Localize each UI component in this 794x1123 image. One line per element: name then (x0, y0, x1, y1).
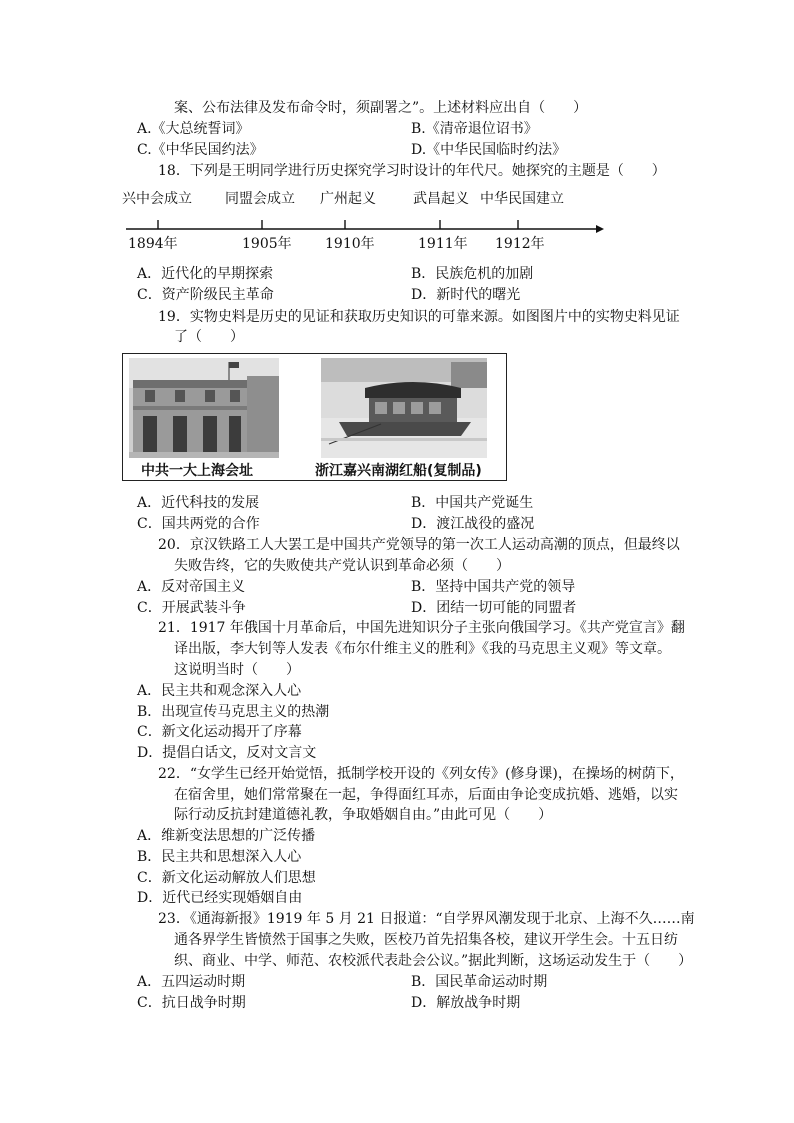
timeline-year-label: 1911年 (418, 236, 468, 252)
q20-option-c: C．开展武装斗争 (137, 600, 246, 616)
q21-option-a: A．民主共和观念深入人心 (137, 683, 302, 699)
timeline-event-label: 武昌起义 (413, 191, 469, 207)
q18-option-b: B．民族危机的加剧 (411, 266, 534, 282)
q20-stem-line1: 20．京汉铁路工人大罢工是中国共产党领导的第一次工人运动高潮的顶点，但最终以 (158, 537, 680, 553)
q20-option-d: D．团结一切可能的同盟者 (411, 600, 577, 616)
q23-stem-line2: 通各界学生皆愤然于国事之失败，医校乃首先招集各校，建议开学生会。十五日纺 (174, 932, 678, 948)
q23-option-b: B．国民革命运动时期 (411, 974, 548, 990)
q19-option-c: C．国共两党的合作 (137, 516, 260, 532)
q23-option-c: C．抗日战争时期 (137, 995, 246, 1011)
q19-figure (122, 353, 507, 481)
caption-shanghai-site: 中共一大上海会址 (141, 463, 253, 479)
q17-option-c: C.《中华民国约法》 (137, 142, 264, 158)
timeline-event-label: 广州起义 (320, 191, 376, 207)
q22-option-b: B．民主共和思想深入人心 (137, 849, 302, 865)
q21-option-d: D．提倡白话文，反对文言文 (137, 745, 317, 761)
q21-option-b: B．出现宣传马克思主义的热潮 (137, 704, 330, 720)
timeline-year-label: 1912年 (495, 236, 545, 252)
caption-red-boat: 浙江嘉兴南湖红船(复制品) (315, 463, 482, 479)
q23-stem-line3: 织、商业、中学、师范、农校派代表赴会公议。”据此判断，这场运动发生于（ ） (174, 953, 693, 969)
q20-option-a: A．反对帝国主义 (137, 579, 246, 595)
q19-stem-line1: 19．实物史料是历史的见证和获取历史知识的可靠来源。如图图片中的实物史料见证 (158, 309, 680, 325)
q20-stem-line2: 失败告终，它的失败使共产党认识到革命必须（ ） (174, 558, 510, 574)
q21-option-c: C．新文化运动揭开了序幕 (137, 724, 302, 740)
timeline-event-label: 中华民国建立 (480, 191, 564, 207)
q22-stem-line1: 22．“女学生已经开始觉悟，抵制学校开设的《列女传》(修身课)，在操场的树荫下， (158, 766, 684, 782)
q19-option-d: D．渡江战役的盛况 (411, 516, 535, 532)
q21-stem-line2: 译出版，李大钊等人发表《布尔什维主义的胜利》《我的马克思主义观》等文章。 (174, 641, 671, 657)
q17-option-d: D.《中华民国临时约法》 (411, 142, 567, 158)
q22-option-c: C．新文化运动解放人们思想 (137, 870, 316, 886)
q22-stem-line2: 在宿舍里，她们常常聚在一起，争得面红耳赤，后面由争论变成抗婚、逃婚，以实 (174, 787, 678, 803)
shanghai-site-photo (129, 358, 279, 458)
timeline-axis (0, 0, 794, 260)
q23-option-d: D．解放战争时期 (411, 995, 521, 1011)
q21-stem-line1: 21．1917 年俄国十月革命后，中国先进知识分子主张向俄国学习。《共产党宣言》翻 (158, 620, 685, 636)
timeline-arrow-icon (596, 225, 604, 233)
q17-option-b: B.《清帝退位诏书》 (411, 121, 538, 137)
q18-option-d: D．新时代的曙光 (411, 287, 521, 303)
q19-option-b: B．中国共产党诞生 (411, 495, 534, 511)
red-boat-photo (321, 358, 487, 458)
q18-stem: 18．下列是王明同学进行历史探究学习时设计的年代尺。她探究的主题是（ ） (158, 163, 666, 179)
q18-option-a: A．近代化的早期探索 (137, 266, 274, 282)
timeline-year-label: 1894年 (128, 236, 178, 252)
q22-stem-line3: 际行动反抗封建道德礼教，争取婚姻自由。”由此可见（ ） (174, 807, 553, 823)
timeline-event-label: 同盟会成立 (225, 191, 295, 207)
timeline-year-label: 1910年 (325, 236, 375, 252)
q21-stem-line3: 这说明当时（ ） (174, 662, 300, 678)
q20-option-b: B．坚持中国共产党的领导 (411, 579, 576, 595)
q23-option-a: A．五四运动时期 (137, 974, 246, 990)
q22-option-d: D．近代已经实现婚姻自由 (137, 890, 303, 906)
q18-option-c: C．资产阶级民主革命 (137, 287, 274, 303)
q17-option-a: A.《大总统誓词》 (137, 121, 250, 137)
q19-option-a: A．近代科技的发展 (137, 495, 260, 511)
q17-stem-cont: 案、公布法律及发布命令时，须副署之”。上述材料应出自（ ） (174, 100, 588, 116)
q22-option-a: A．维新变法思想的广泛传播 (137, 828, 316, 844)
q23-stem-line1: 23．《通海新报》1919 年 5 月 21 日报道：“自学界风潮发现于北京、上海不久……南 (158, 911, 695, 927)
timeline-event-label: 兴中会成立 (122, 191, 192, 207)
timeline-year-label: 1905年 (242, 236, 292, 252)
q19-stem-line2: 了（ ） (174, 329, 244, 345)
